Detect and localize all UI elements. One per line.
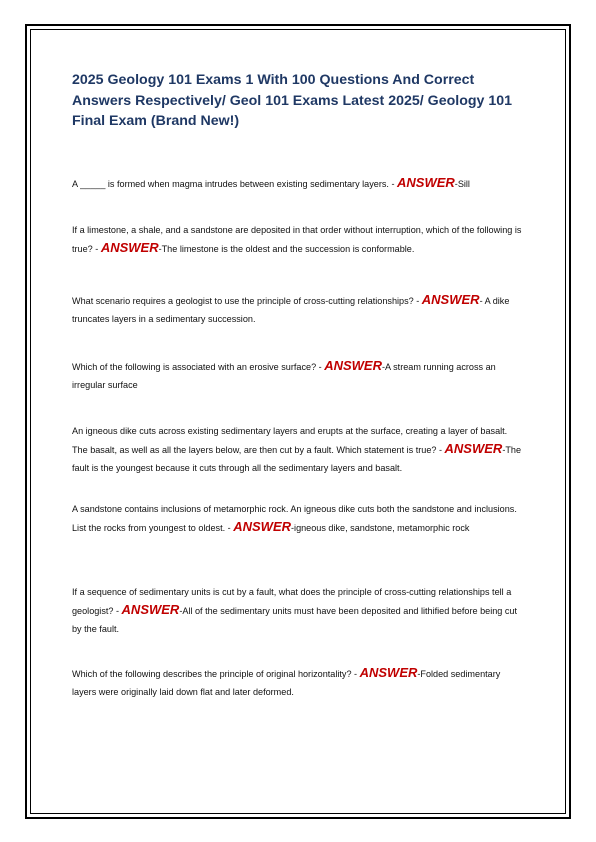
answer-label: ANSWER <box>233 519 292 534</box>
question-text: What scenario requires a geologist to use the principle of cross-cutting relationships? - <box>72 296 422 306</box>
answer-label: ANSWER <box>100 240 159 255</box>
question-text: A _____ is formed when magma intrudes between existing sedimentary layers. - <box>72 179 398 189</box>
document-title: 2025 Geology 101 Exams 1 With 100 Questions And Correct Answers Respectively/ Geol 101 Exams Latest 2025/ Geology 101 Final Exam (Brand New!) <box>72 72 513 129</box>
qa-item <box>72 583 524 638</box>
qa-item <box>72 664 524 701</box>
answer-label: ANSWER <box>359 665 418 680</box>
answer-label: ANSWER <box>444 441 503 456</box>
answer-text: -Folded sedimentary layers were originally laid down flat and later deformed. <box>72 669 501 697</box>
answer-text: -A stream running across an irregular surface <box>72 362 496 390</box>
qa-item <box>72 221 524 258</box>
answer-text: -The limestone is the oldest and the succession is conformable. <box>158 244 415 254</box>
answer-text: -igneous dike, sandstone, metamorphic rock <box>291 523 470 533</box>
qa-item <box>72 500 524 537</box>
qa-item <box>72 174 524 193</box>
answer-text: - A dike truncates layers in a sedimentary succession. <box>72 296 510 324</box>
answer-text: -All of the sedimentary units must have been deposited and lithified before being cut by the fault. <box>72 606 518 634</box>
question-text: If a limestone, a shale, and a sandstone are deposited in that order without interruption, which of the following is true? - <box>72 225 522 254</box>
answer-label: ANSWER <box>421 292 480 307</box>
question-text: If a sequence of sedimentary units is cut by a fault, what does the principle of cross-cutting relationships tell a geologist? - <box>72 587 512 616</box>
answer-label: ANSWER <box>324 358 382 373</box>
question-text: A sandstone contains inclusions of metamorphic rock. An igneous dike cuts both the sandstone and inclusions. List the rocks from youngest to oldest. - <box>72 504 517 533</box>
qa-item <box>72 357 524 394</box>
document-body <box>72 70 524 697</box>
answer-text: -Sill <box>454 179 470 189</box>
question-text: An igneous dike cuts across existing sedimentary layers and erupts at the surface, creating a layer of basalt. The basalt, as well as all the layers below, are then cut by a fault. Which statement is true? - <box>72 426 508 455</box>
answer-text: -The fault is the youngest because it cuts through all the sedimentary layers and basalt. <box>72 445 522 473</box>
question-text: Which of the following describes the principle of original horizontality? - <box>72 669 360 679</box>
answer-label: ANSWER <box>397 175 455 190</box>
qa-item <box>72 291 524 328</box>
answer-label: ANSWER <box>121 602 180 617</box>
qa-item <box>72 422 524 477</box>
question-text: Which of the following is associated with an erosive surface? - <box>72 362 325 372</box>
